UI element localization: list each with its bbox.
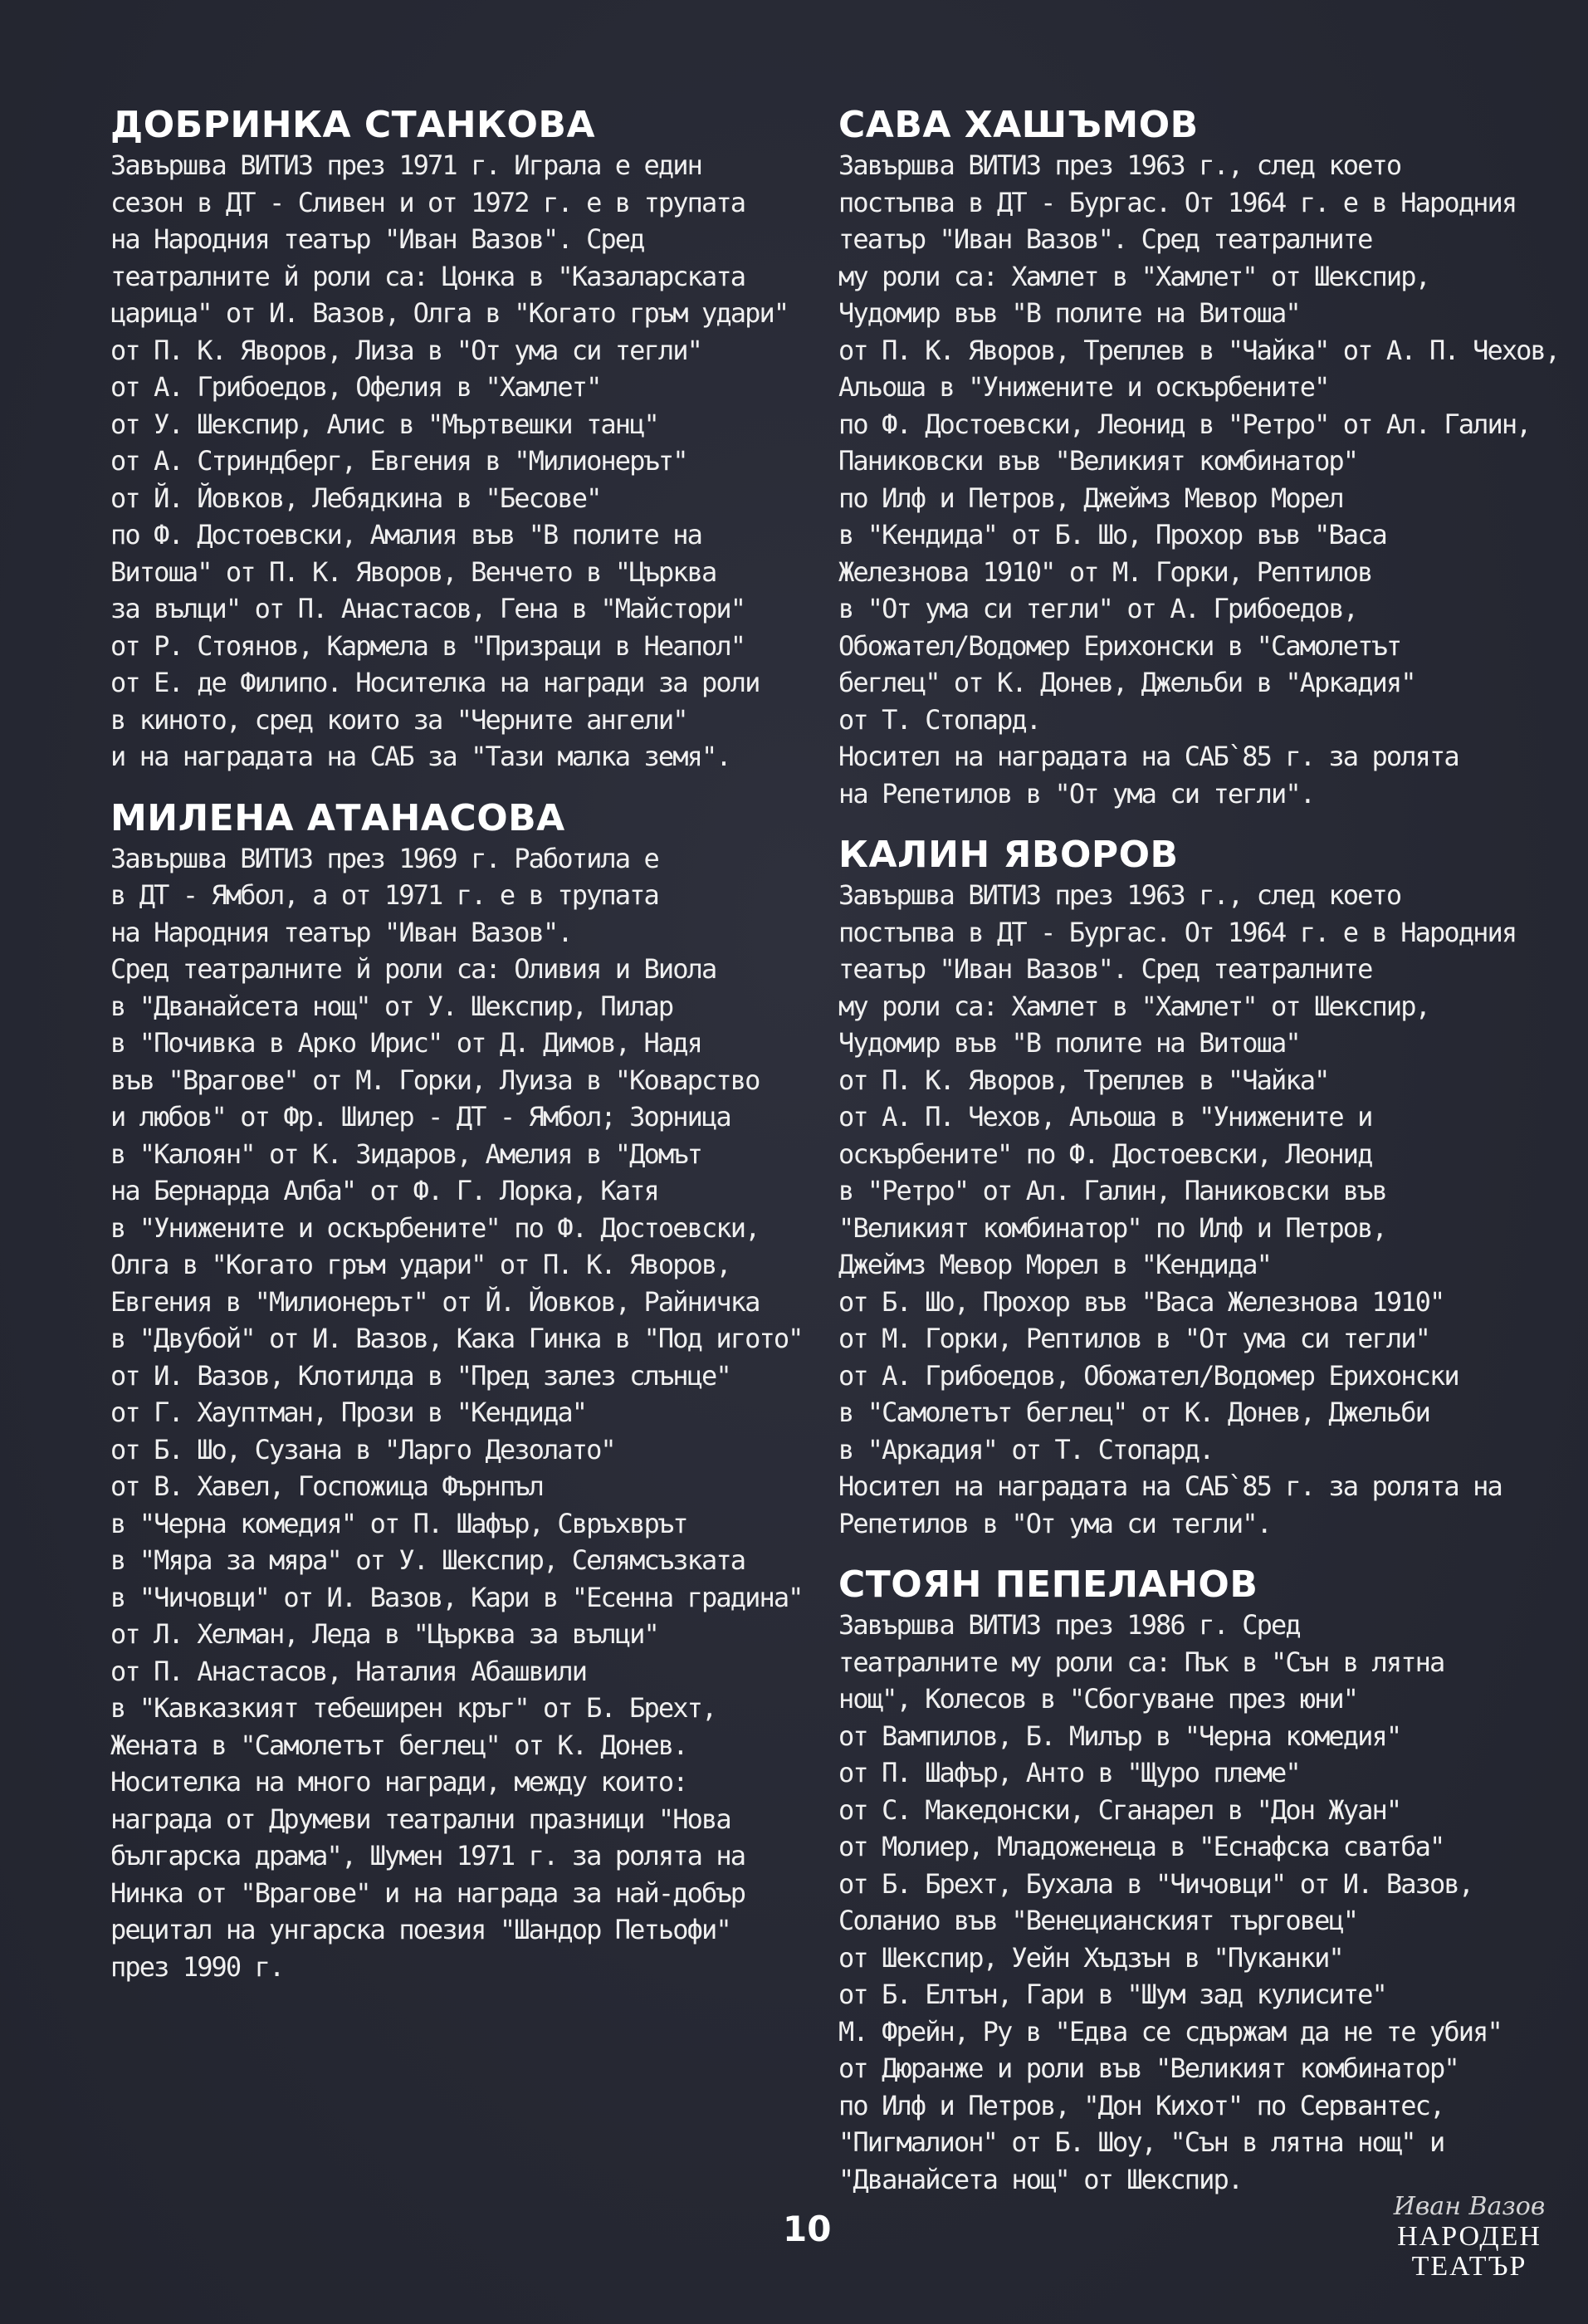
bio-line: в ДТ - Ямбол, а от 1971 г. е в трупата xyxy=(110,879,658,911)
bio-line: от П. К. Яворов, Лиза в "От ума си тегли" xyxy=(110,334,701,366)
bio-line: от П. Шафър, Анто в "Щуро племе" xyxy=(838,1757,1300,1788)
right-column xyxy=(838,104,1560,2219)
bio-line: от Л. Хелман, Леда в "Църква за вълци" xyxy=(110,1618,658,1650)
page-number: 10 xyxy=(783,2209,832,2249)
actor-entry xyxy=(838,834,1540,1542)
bio-line: на Народния театър "Иван Вазов". xyxy=(110,916,572,948)
bio-line: постъпва в ДТ - Бургас. От 1964 г. е в Народния xyxy=(838,916,1517,948)
bio-line: от У. Шекспир, Алис в "Мъртвешки танц" xyxy=(110,408,658,440)
bio-line: от П. К. Яворов, Треплев в "Чайка" xyxy=(838,1064,1329,1096)
bio-line: от М. Горки, Рептилов в "От ума си тегли" xyxy=(838,1323,1429,1354)
bio-line: Нинка от "Врагове" и на награда за най-добър xyxy=(110,1876,745,1909)
bio-line: в "Аркадия" от Т. Стопард. xyxy=(838,1433,1214,1465)
bio-line: и на наградата на САБ за "Тази малка земя". xyxy=(110,741,730,772)
bio-line: М. Фрейн, Ру в "Едва се сдържам да не те убия" xyxy=(838,2015,1502,2048)
bio-line: в "Ретро" от Ал. Галин, Паниковски във xyxy=(838,1175,1386,1206)
bio-line: и любов" от Фр. Шилер - ДТ - Ямбол; Зорница xyxy=(110,1101,730,1133)
bio-line: Репетилов в "От ума си тегли". xyxy=(838,1507,1271,1539)
bio-line: Завършва ВИТИЗ през 1971 г. Играла е един xyxy=(110,149,701,181)
bio-line: Жената в "Самолетът беглец" от К. Донев. xyxy=(110,1729,687,1761)
bio-line: от П. Анастасов, Наталия Абашвили xyxy=(110,1655,587,1687)
bio-line: оскърбените" по Ф. Достоевски, Леонид xyxy=(838,1138,1372,1170)
bio-line: по Ф. Достоевски, Леонид в "Ретро" от Ал. Галин, xyxy=(838,408,1531,440)
bio-line: театър "Иван Вазов". Сред театралните xyxy=(838,953,1372,985)
bio-line: рецитал на унгарска поезия "Шандор Петьофи" xyxy=(110,1914,730,1945)
bio-line: на Репетилов в "От ума си тегли". xyxy=(838,777,1315,810)
bio-line: Паниковски във "Великият комбинатор" xyxy=(838,445,1358,477)
bio-line: от Е. де Филипо. Носителка на награди за роли xyxy=(110,667,760,698)
bio-line: в "От ума си тегли" от А. Грибоедов, xyxy=(838,593,1358,624)
bio-line: по Илф и Петров, "Дон Кихот" по Сервантес, xyxy=(838,2089,1444,2121)
bio-line: на Бернарда Алба" от Ф. Г. Лорка, Катя xyxy=(110,1175,658,1206)
bio-line: Носителка на много награди, между които: xyxy=(110,1766,687,1798)
bio-line: от Т. Стопард. xyxy=(838,703,1041,736)
bio-line: награда от Друмеви театрални празници "Нова xyxy=(110,1803,730,1835)
bio-line: българска драма", Шумен 1971 г. за ролята на xyxy=(110,1840,745,1871)
bio-line: театър "Иван Вазов". Сред театралните xyxy=(838,223,1372,255)
bio-line: в "Кавказкият тебеширен кръг" от Б. Брехт, xyxy=(110,1692,716,1724)
actor-entry xyxy=(110,104,799,775)
bio-line: нощ", Колесов в "Сбогуване през юни" xyxy=(838,1683,1358,1715)
actor-bio xyxy=(838,1607,1540,2198)
bio-line: Носител на наградата на САБ`85 г. за ролята на xyxy=(838,1470,1502,1502)
bio-line: Завършва ВИТИЗ през 1963 г., след което xyxy=(838,879,1401,911)
actor-name: МИЛЕНА АТАНАСОВА xyxy=(110,796,565,839)
bio-line: от Молиер, Младоженеца в "Еснафска сватба" xyxy=(838,1831,1444,1862)
bio-line: в "Черна комедия" от П. Шафър, Свръхврът xyxy=(110,1507,687,1539)
bio-line: Железнова 1910" от М. Горки, Рептилов xyxy=(838,555,1372,588)
national-theatre-logo xyxy=(1386,2192,1552,2292)
bio-line: му роли са: Хамлет в "Хамлет" от Шекспир, xyxy=(838,260,1429,292)
bio-line: по Илф и Петров, Джеймз Мевор Морел xyxy=(838,482,1343,514)
bio-line: от Б. Брехт, Бухала в "Чичовци" от И. Вазов, xyxy=(838,1867,1473,1900)
bio-line: Сред театралните й роли са: Оливия и Виола xyxy=(110,953,716,985)
bio-line: в "Чичовци" от И. Вазов, Кари в "Есенна градина" xyxy=(110,1581,803,1613)
bio-line: по Ф. Достоевски, Амалия във "В полите на xyxy=(110,519,701,550)
bio-line: във "Врагове" от М. Горки, Луиза в "Коварство xyxy=(110,1064,760,1096)
bio-line: от Б. Шо, Прохор във "Васа Железнова 1910" xyxy=(838,1285,1444,1318)
bio-line: Соланио във "Венецианският търговец" xyxy=(838,1905,1358,1936)
bio-line: в "Мяра за мяра" от У. Шекспир, Селямсъзката xyxy=(110,1544,745,1576)
actor-name: КАЛИН ЯВОРОВ xyxy=(838,834,1179,876)
bio-line: от Й. Йовков, Лебядкина в "Бесове" xyxy=(110,482,601,514)
left-column xyxy=(110,104,803,2007)
actor-bio xyxy=(110,840,803,1986)
bio-line: от А. П. Чехов, Альоша в "Унижените и xyxy=(838,1101,1372,1133)
bio-line: от Б. Елтън, Гари в "Шум зад кулисите" xyxy=(838,1979,1386,2010)
bio-line: от А. Грибоедов, Обожател/Водомер Ерихонски xyxy=(838,1359,1459,1392)
actor-bio xyxy=(110,147,799,775)
bio-line: Завършва ВИТИЗ през 1986 г. Сред xyxy=(838,1609,1300,1641)
bio-line: в "Двубой" от И. Вазов, Кака Гинка в "Под игото" xyxy=(110,1323,803,1354)
bio-line: за вълци" от П. Анастасов, Гена в "Майстори" xyxy=(110,593,745,624)
bio-line: в "Почивка в Арко Ирис" от Д. Димов, Надя xyxy=(110,1027,701,1059)
bio-line: на Народния театър "Иван Вазов". Сред xyxy=(110,223,644,255)
bio-line: в "Кендида" от Б. Шо, Прохор във "Васа xyxy=(838,519,1386,550)
bio-line: "Великият комбинатор" по Илф и Петров, xyxy=(838,1211,1386,1244)
bio-line: беглец" от К. Донев, Джельби в "Аркадия" xyxy=(838,667,1415,698)
bio-line: Обожател/Водомер Ерихонски в "Самолетът xyxy=(838,629,1401,662)
bio-line: в "Дванайсета нощ" от У. Шекспир, Пилар xyxy=(110,990,673,1022)
bio-line: Чудомир във "В полите на Витоша" xyxy=(838,1027,1300,1059)
bio-line: през 1990 г. xyxy=(110,1950,284,1983)
bio-line: царица" от И. Вазов, Олга в "Когато гръм удари" xyxy=(110,297,789,329)
bio-line: Джеймз Мевор Морел в "Кендида" xyxy=(838,1249,1271,1280)
bio-line: Витоша" от П. К. Яворов, Венчето в "Църква xyxy=(110,555,716,588)
actor-bio xyxy=(838,877,1540,1542)
bio-line: от А. Грибоедов, Офелия в "Хамлет" xyxy=(110,371,601,403)
bio-line: театралните му роли са: Пък в "Сън в лятна xyxy=(838,1646,1444,1678)
bio-line: от С. Македонски, Сганарел в "Дон Жуан" xyxy=(838,1793,1401,1826)
logo-signature: Иван Вазов xyxy=(1393,2192,1546,2221)
bio-line: Завършва ВИТИЗ през 1963 г., след което xyxy=(838,149,1401,181)
actor-entry xyxy=(838,104,1560,812)
bio-line: от В. Хавел, Госпожица Фърнпъл xyxy=(110,1470,543,1502)
bio-line: театралните й роли са: Цонка в "Казаларската xyxy=(110,260,745,292)
bio-line: му роли са: Хамлет в "Хамлет" от Шекспир, xyxy=(838,990,1429,1022)
actor-entry xyxy=(838,1563,1540,2198)
bio-line: Носител на наградата на САБ`85 г. за ролята xyxy=(838,741,1459,772)
bio-line: Альоша в "Унижените и оскърбените" xyxy=(838,371,1329,403)
logo-line-2: ТЕАТЪР xyxy=(1411,2251,1527,2282)
actor-name: ДОБРИНКА СТАНКОВА xyxy=(110,104,596,146)
actor-bio xyxy=(838,147,1560,812)
bio-line: в "Самолетът беглец" от К. Донев, Джельби xyxy=(838,1397,1429,1428)
bio-line: сезон в ДТ - Сливен и от 1972 г. е в трупата xyxy=(110,186,745,218)
bio-line: Завършва ВИТИЗ през 1969 г. Работила е xyxy=(110,842,658,874)
bio-line: от Дюранже и роли във "Великият комбинатор" xyxy=(838,2052,1459,2084)
bio-line: Олга в "Когато гръм удари" от П. К. Яворов, xyxy=(110,1249,730,1280)
bio-line: в "Унижените и оскърбените" по Ф. Достоевски, xyxy=(110,1211,760,1244)
bio-line: от И. Вазов, Клотилда в "Пред залез слънце" xyxy=(110,1359,730,1392)
bio-line: от Б. Шо, Сузана в "Ларго Дезолато" xyxy=(110,1433,615,1465)
bio-line: "Дванайсета нощ" от Шекспир. xyxy=(838,2163,1243,2195)
actor-name: СТОЯН ПЕПЕЛАНОВ xyxy=(838,1563,1258,1606)
actor-name: САВА ХАШЪМОВ xyxy=(838,104,1199,146)
bio-line: от А. Стриндберг, Евгения в "Милионерът" xyxy=(110,445,687,477)
bio-line: в "Калоян" от К. Зидаров, Амелия в "Домът xyxy=(110,1138,701,1170)
bio-line: в киното, сред които за "Черните ангели" xyxy=(110,703,687,736)
bio-line: от Г. Хауптман, Прози в "Кендида" xyxy=(110,1397,587,1428)
logo-line-1: НАРОДЕН xyxy=(1397,2221,1542,2252)
bio-line: постъпва в ДТ - Бургас. От 1964 г. е в Народния xyxy=(838,186,1517,218)
bio-line: Евгения в "Милионерът" от Й. Йовков, Райничка xyxy=(110,1285,760,1318)
bio-line: от Шекспир, Уейн Хъдзън в "Пуканки" xyxy=(838,1941,1343,1974)
bio-line: Чудомир във "В полите на Витоша" xyxy=(838,297,1300,329)
actor-entry xyxy=(110,796,803,1986)
bio-line: от Р. Стоянов, Кармела в "Призраци в Неапол" xyxy=(110,629,745,662)
bio-line: от П. К. Яворов, Треплев в "Чайка" от А. П. Чехов, xyxy=(838,334,1560,366)
bio-line: от Вампилов, Б. Милър в "Черна комедия" xyxy=(838,1720,1401,1752)
bio-line: "Пигмалион" от Б. Шоу, "Сън в лятна нощ" и xyxy=(838,2126,1444,2158)
